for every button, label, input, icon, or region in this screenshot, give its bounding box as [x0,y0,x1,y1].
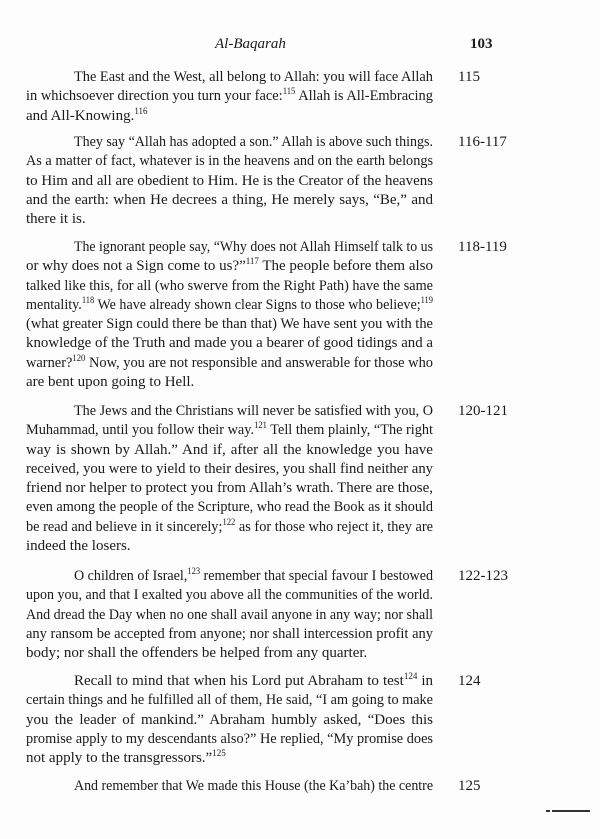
text-line-content [74,672,433,691]
text-segment: remember that special favour I bestowed [200,568,434,584]
text-line-content [26,152,433,171]
footnote-marker: 121 [254,420,267,431]
text-segment: The East and the West, all belong to Allah: you will face Allah [74,69,433,85]
text-line [26,441,433,460]
footnote-marker: 124 [403,671,418,681]
text-segment: promise apply to my descendants also?” He replied, “My promise does [26,730,434,747]
text-segment: Allah is All-Embracing [295,88,433,105]
text-line [26,296,433,315]
text-line-content [26,315,433,334]
text-line [26,373,433,392]
page-number: 103 [470,36,493,52]
text-line-content [26,257,433,276]
text-line-content [26,334,433,353]
verse-paragraph [26,672,433,768]
text-line [26,586,433,605]
text-line [26,460,433,479]
text-line-content [74,68,433,87]
text-line [26,354,433,373]
text-line [26,87,433,106]
text-line-content [26,373,194,392]
text-line-content [74,238,433,257]
text-line-content [26,460,433,479]
text-line-content [26,210,86,229]
text-line-content [26,730,433,749]
text-segment: (what greater Sign could there be than that) We have sent you with the [26,316,433,333]
text-segment: way is shown by Allah.” And if, after all the knowledge you have [26,441,433,458]
text-segment: And dread the Day when no one shall avail anyone in any way; nor shall [26,606,434,623]
text-segment: or why does not a Sign come to us?” [26,258,246,275]
text-segment: are bent upon going to Hell. [26,374,195,391]
text-segment: in whichsoever direction you turn your face: [26,88,283,105]
verse-paragraph [26,567,433,663]
text-line [26,172,433,191]
text-line-content [26,586,433,605]
text-segment: O children of Israel, [74,568,188,584]
text-line-content [26,296,433,315]
text-segment: received, you were to yield to their desires, you shall find neither any [26,460,434,477]
text-line-content [74,567,433,586]
text-segment: any ransom be accepted from anyone; nor shall intercession profit any [26,625,433,642]
text-line [26,479,433,498]
text-line [26,257,433,276]
text-segment: warner? [26,354,73,371]
text-segment: Tell them plainly, “The right [266,422,433,439]
text-line-content [74,133,433,152]
text-line [26,334,433,353]
text-line-content [26,354,433,373]
text-segment: Recall to mind that when his Lord put Abraham to test [74,673,404,689]
text-line [26,672,433,691]
text-line [26,107,433,126]
text-line-content [26,518,433,537]
text-line-content [26,691,433,710]
text-segment: in [417,673,434,689]
text-segment: even among the people of the Scripture, who read the Book as it should [26,499,434,516]
text-line-content [26,537,131,556]
text-line [26,152,433,171]
text-line-content [26,498,433,517]
text-segment: there it is. [26,211,86,228]
text-segment: not apply to the transgressors.” [26,750,213,767]
footnote-marker: 115 [282,86,296,97]
footnote-marker: 116 [134,105,148,116]
text-segment: and the earth: when He decrees a thing, He merely says, “Be,” and [26,191,433,208]
text-line-content [26,191,433,210]
text-segment: They say “Allah has adopted a son.” Allah is above such things. [74,134,434,150]
text-line [26,749,433,768]
verse-paragraph [26,402,433,556]
footnote-marker: 125 [212,748,226,759]
verse-number: 124 [458,673,481,689]
text-segment: knowledge of the Truth and made you a bearer of good tidings and a [26,335,434,352]
text-segment: to Him and all are obedient to Him. He is the Creator of the heavens [26,172,434,189]
text-segment: certain things and he fulfilled all of them, He said, “I am going to make [26,692,433,709]
footnote-marker: 118 [81,294,95,305]
verse-number: 116-117 [458,134,507,150]
text-segment: As a matter of fact, whatever is in the heavens and on the earth belongs [26,153,434,170]
text-segment: The ignorant people say, “Why does not Allah Himself talk to us [74,239,434,255]
text-segment: you the leader of mankind.” Abraham humbly asked, “Does this [26,711,433,728]
text-line [26,567,433,586]
text-line-content [26,87,433,106]
footnote-marker: 119 [420,294,433,305]
text-line [26,711,433,730]
text-segment: friend nor helper to protect you from Allah’s wrath. There are those, [26,480,433,497]
text-line-content [26,277,433,296]
verse-paragraph [26,133,433,229]
text-segment: body; nor shall the offenders be helped from any quarter. [26,645,368,662]
text-segment: And remember that We made this House (the Ka’bah) the centre [74,778,434,794]
text-line-content [26,711,433,730]
text-line [26,277,433,296]
text-line-content [74,402,433,421]
text-line-content [26,421,433,440]
text-line [26,498,433,517]
text-line [26,402,433,421]
text-line [26,606,433,625]
text-segment: The Jews and the Christians will never be satisfied with you, O [74,403,434,419]
text-line [26,68,433,87]
verse-number: 115 [458,69,480,85]
text-line [26,191,433,210]
text-line [26,625,433,644]
verse-number: 118-119 [458,239,507,255]
footnote-marker: 122 [222,516,236,527]
text-segment: upon you, and that I exalted you above all the communities of the world. [26,587,434,604]
running-title: Al-Baqarah [215,36,286,52]
text-segment: and All-Knowing. [26,107,135,124]
text-segment: Now, you are not responsible and answerable for those who [85,354,434,371]
text-line [26,133,433,152]
text-line [26,537,433,556]
footnote-marker: 117 [245,256,259,267]
text-line-content [26,107,148,126]
text-segment: We have already shown clear Signs to those who believe; [94,296,421,313]
verse-paragraph [26,238,433,392]
text-line [26,421,433,440]
verse-paragraph [26,68,433,126]
verse-paragraph [26,777,433,796]
text-segment: Muhammad, until you follow their way. [26,422,255,439]
text-segment: The people before them also [258,258,433,275]
text-line-content [26,644,367,663]
text-line [26,691,433,710]
text-line-content [26,749,226,768]
text-segment: talked like this, for all (who swerve from the Right Path) have the same [26,277,434,294]
footnote-marker: 120 [72,352,86,363]
footnote-marker: 123 [187,566,201,576]
continuation-dash [552,810,590,812]
verse-number: 125 [458,778,481,794]
text-line [26,730,433,749]
text-line-content [26,606,433,625]
text-line [26,210,433,229]
text-line [26,777,433,796]
text-line [26,315,433,334]
text-segment: indeed the losers. [26,538,131,555]
text-line [26,238,433,257]
text-line [26,518,433,537]
text-segment: be read and believe in it sincerely; [26,518,223,535]
text-line-content [26,479,433,498]
text-line-content [74,777,433,796]
text-line-content [26,441,433,460]
text-segment: mentality. [26,296,82,313]
text-segment: as for those who reject it, they are [235,518,433,535]
text-line [26,644,433,663]
text-line-content [26,625,433,644]
text-line-content [26,172,433,191]
verse-number: 122-123 [458,568,508,584]
verse-number: 120-121 [458,403,508,419]
